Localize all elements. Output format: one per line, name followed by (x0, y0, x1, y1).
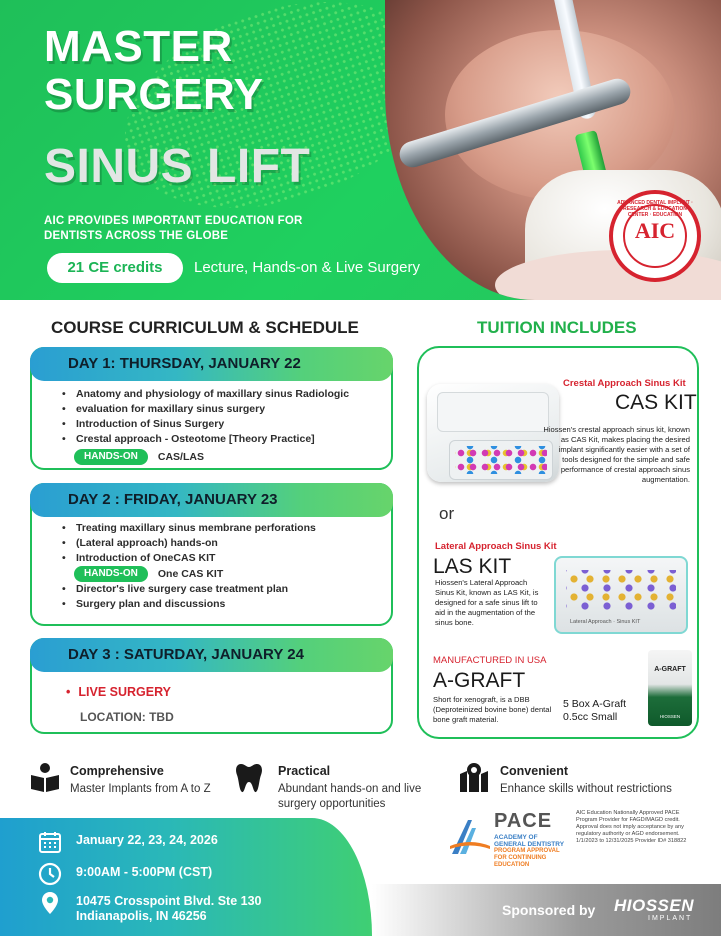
feature-desc: Abundant hands-on and live surgery opportunities (278, 783, 422, 810)
las-kit-title: LAS KIT (433, 555, 512, 578)
list-item: • Surgery plan and discussions (62, 597, 288, 612)
title-line-2: SURGERY (44, 70, 264, 119)
list-item: • Anatomy and physiology of maxillary sinus Radiologic (62, 387, 349, 402)
day-1-title: DAY 1: THURSDAY, JANUARY 22 (30, 347, 393, 381)
location-pin-icon (38, 891, 62, 915)
pace-title: PACE (494, 810, 553, 832)
hands-on-badge: HANDS-ON (74, 449, 148, 465)
title-line-3: SINUS LIFT (44, 140, 311, 193)
book-reader-icon (29, 762, 61, 794)
address-line-1: 10475 Crosspoint Blvd. Ste 130 (76, 894, 262, 908)
day-3-card (30, 638, 393, 734)
agraft-title: A-GRAFT (433, 669, 526, 692)
hands-on-badge: HANDS-ON (74, 566, 148, 582)
hands-on-text: CAS/LAS (157, 451, 204, 463)
ce-credits-badge: 21 CE credits (47, 253, 183, 283)
day-3-title: DAY 3 : SATURDAY, JANUARY 24 (30, 638, 393, 672)
hiossen-logo-sub: IMPLANT (648, 915, 693, 922)
cas-kit-description: Hiossen's crestal approach sinus kit, known as CAS Kit, makes placing the desired implant significantly easier with a set of tools designed for the simple and safe performance of crestal approach sinus augmentation. (543, 425, 690, 484)
list-item: • (Lateral approach) hands-on (62, 536, 316, 551)
pace-mark-icon (450, 816, 490, 856)
course-format: Lecture, Hands-on & Live Surgery (194, 259, 420, 276)
day-2-title: DAY 2 : FRIDAY, JANUARY 23 (30, 483, 393, 517)
list-item: • Crestal approach - Osteotome [Theory Practice] (62, 432, 349, 447)
hands-on-row (74, 449, 204, 465)
agraft-box-image (648, 650, 692, 726)
list-item: • Treating maxillary sinus membrane perforations (62, 521, 316, 536)
map-location-icon (458, 762, 490, 794)
feature-title: Comprehensive (70, 764, 164, 778)
address-line-2: Indianapolis, IN 46256 (76, 909, 207, 923)
hero-subtitle: AIC PROVIDES IMPORTANT EDUCATION FOR DENTISTS ACROSS THE GLOBE (44, 215, 303, 242)
day-1-card (30, 347, 393, 470)
feature-desc: Enhance skills without restrictions (500, 783, 672, 795)
live-surgery-label: • LIVE SURGERY (66, 684, 171, 700)
hands-on-row (74, 566, 223, 582)
event-dates: January 22, 23, 24, 2026 (76, 833, 218, 847)
cas-kit-title: CAS KIT (615, 391, 697, 414)
list-item: • Introduction of OneCAS KIT (62, 551, 316, 566)
aic-logo-seal (609, 190, 701, 282)
seal-letters: AIC (634, 218, 676, 243)
agraft-qty-line-1: 5 Box A-Graft (563, 698, 627, 710)
feature-title: Practical (278, 764, 331, 778)
list-item: • Introduction of Sinus Surgery (62, 417, 349, 432)
las-kit-subtitle: Lateral Approach Sinus Kit (435, 541, 557, 552)
tuition-heading: TUITION INCLUDES (477, 318, 637, 337)
event-address (76, 894, 262, 924)
las-case-label: Lateral Approach · Sinus KIT (570, 619, 641, 625)
day-2-list-continued (62, 582, 288, 612)
sponsored-by-label: Sponsored by (502, 902, 596, 918)
hiossen-logo: HIOSSEN (614, 896, 695, 915)
calendar-icon (38, 830, 62, 854)
feature-title: Convenient (500, 764, 569, 778)
list-item: • evaluation for maxillary sinus surgery (62, 402, 349, 417)
agraft-box-title: A-GRAFT (654, 666, 686, 673)
agraft-description: Short for xenograft, is a DBB (Deproteinized bovine bone) dental bone graft material. (433, 695, 552, 724)
list-item: • Director's live surgery case treatment plan (62, 582, 288, 597)
hands-on-text: One CAS KIT (157, 568, 224, 580)
cas-kit-subtitle: Crestal Approach Sinus Kit (563, 378, 686, 389)
tooth-icon (233, 762, 265, 794)
pace-program: PROGRAM APPROVAL FOR CONTINUING EDUCATION (494, 848, 560, 868)
day-2-card (30, 483, 393, 626)
las-kit-description: Hiossen's Lateral Approach Sinus Kit, known as LAS Kit, is designed for a safe sinus lift to aid in the augmentation of the sinus bone. (435, 578, 539, 627)
title-line-1: MASTER (44, 22, 233, 71)
tuition-card (417, 346, 699, 739)
pace-logo (450, 810, 576, 868)
day-1-list (62, 387, 349, 447)
agraft-origin: MANUFACTURED IN USA (433, 655, 547, 666)
agraft-qty-line-2: 0.5cc Small (563, 711, 618, 723)
cas-kit-image (427, 384, 559, 482)
las-kit-image (554, 556, 688, 634)
seal-ring-text: ADVANCED DENTAL IMPLANT · RESEARCH & EDUCATION CENTER · EDUCATION (617, 200, 693, 218)
curriculum-heading: COURSE CURRICULUM & SCHEDULE (51, 318, 359, 337)
clock-icon (38, 862, 62, 886)
event-time: 9:00AM - 5:00PM (CST) (76, 865, 213, 879)
day-2-list (62, 521, 316, 566)
hero-banner (0, 0, 721, 300)
or-label: or (439, 504, 455, 523)
feature-desc: Master Implants from A to Z (70, 783, 211, 795)
pace-academy: ACADEMY OF GENERAL DENTISTRY (494, 834, 565, 848)
pace-approval-note: AIC Education Nationally Approved PACE Program Provider for FAGD/MAGD credit. Approval does not imply acceptance by any regulatory authority or AGD endorsement. 1/1/2023 to 12/31/2025 Provider ID# 318822 (576, 810, 687, 844)
agraft-box-brand: HIOSSEN (659, 714, 681, 719)
agraft-quantity (563, 698, 626, 724)
location-label: LOCATION: TBD (80, 710, 174, 724)
